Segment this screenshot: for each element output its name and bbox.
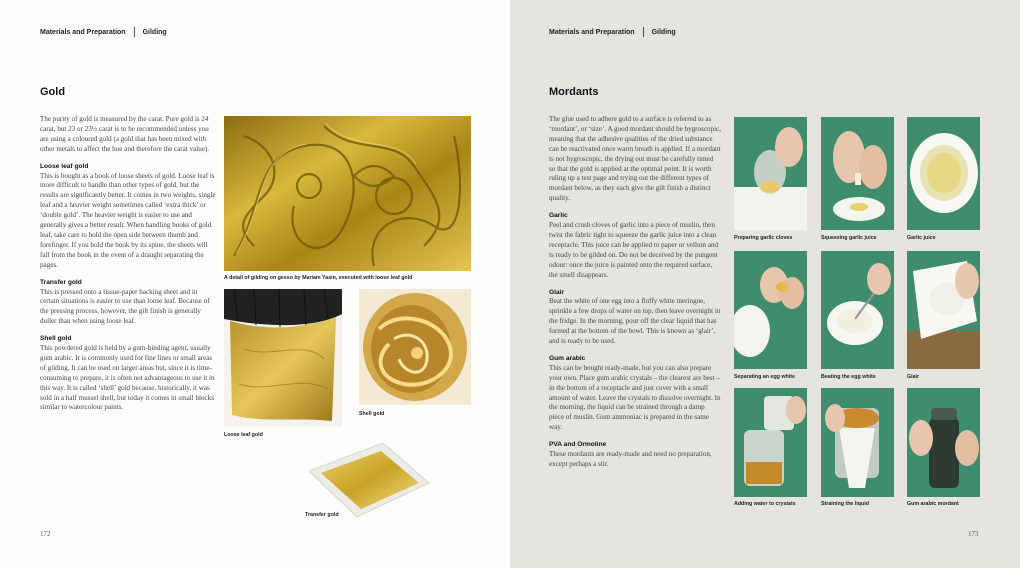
section-transfer	[40, 278, 218, 328]
gesso-caption: A detail of gilding on gesso by Mariam Yasin, executed with loose leaf gold	[224, 275, 413, 281]
photo-squeezing-garlic	[821, 117, 894, 230]
section-garlic	[549, 211, 721, 280]
photo-caption: Squeezing garlic juice	[821, 235, 877, 241]
section-body: This is pressed onto a tissue-paper backing sheet and in certain situations is easier to use than loose leaf. Because of the pressing process, however, the gilt finish is generally duller than when using loose leaf.	[40, 287, 210, 326]
section-heading: Transfer gold	[40, 278, 82, 286]
header-divider	[134, 27, 135, 37]
shell-gold-photo	[359, 289, 471, 405]
section-gum-arabic	[549, 354, 721, 433]
section-heading: Glair	[549, 288, 565, 296]
photo-caption: Adding water to crystals	[734, 501, 796, 507]
section-loose-leaf	[40, 162, 218, 271]
photo-adding-water	[734, 388, 807, 497]
page-title: Mordants	[549, 86, 599, 98]
intro-paragraph: The purity of gold is measured by the carat. Pure gold is 24 carat, but 23 or 23½ carat is to be recommended unless you are using a coloured gold (a gold that has been mixed with other metals to affect the hue and therefore the carat value).	[40, 115, 210, 153]
header-topic: Gilding	[651, 28, 676, 36]
section-heading: PVA and Ormoline	[549, 441, 607, 449]
photo-beating-egg	[821, 251, 894, 369]
photo-caption: Separating an egg white	[734, 374, 795, 380]
section-body: Beat the white of one egg into a fluffy white meringue, sprinkle a few drops of water on top, then leave overnight in the fridge. In the morning, pour off the clear liquid that has formed at the bottom of the bowl. This is known as ‘glair’, and is ready to be used.	[549, 297, 721, 346]
intro-paragraph: The glue used to adhere gold to a surface is referred to as ‘mordant’, or ‘size’. A good mordant should be hygroscopic, meaning that the adhesive qualities of the dried substance can be reactivated once warm breath is applied. If a mordant is not hygroscopic, the drying out must be carefully timed so that the gold is applied at the optimal point. It is worth ruling up a test page and trying out the different types of mordant below, as they each give the gilt finish a distinct quality.	[549, 115, 721, 203]
section-heading: Shell gold	[40, 335, 72, 343]
page-number: 172	[40, 530, 51, 538]
section-heading: Loose leaf gold	[40, 162, 89, 170]
section-body: Peel and crush cloves of garlic into a piece of muslin, then twist the fabric tight to squeeze the garlic juice into a clean receptacle. This juice can be applied to paper or vellum and is ready to be gilded on. Do not be deceived by the pungent odour: once the juice is painted onto the required surface, the smell disappears.	[549, 221, 719, 279]
photo-caption: Gum arabic mordant	[907, 501, 959, 507]
header-section: Materials and Preparation	[549, 28, 635, 36]
photo-glair	[907, 251, 980, 369]
running-header	[40, 27, 167, 37]
section-heading: Garlic	[549, 212, 568, 220]
section-shell	[40, 334, 218, 413]
section-glair	[549, 288, 721, 347]
text-column	[549, 115, 721, 477]
photo-caption: Glair	[907, 374, 920, 380]
section-body: This is bought as a book of loose sheets of gold. Loose leaf is more difficult to handle than other types of gold, but the results are significantly better. It comes in two weights, single leaf and a heavier weight sometimes called ‘extra thick’ or ‘double gold’. The heavier weight is easier to use and generally gives a better result. When handling books of gold leaf, take care to hold the open side between thumb and forefinger. If you hold the book by its spine, the sheets will fall from the book in the event of a draught separating the pages.	[40, 171, 216, 269]
photo-caption: Straining the liquid	[821, 501, 869, 507]
photo-straining	[821, 388, 894, 497]
page-number: 173	[968, 530, 979, 538]
text-column	[40, 115, 218, 420]
section-pva	[549, 440, 721, 470]
section-body: This can be bought ready-made, but you can also prepare your own. Place gum arabic crystals – the clearest are best – in the bottom of a receptacle and just cover with a small amount of water. Leave the crystals to dissolve overnight. In the morning, the liquid can be strained through a damp piece of muslin. Gum ammoniac is prepared in the same way.	[549, 363, 721, 432]
photo-gum-arabic-mordant	[907, 388, 980, 497]
photo-preparing-garlic	[734, 117, 807, 230]
transfer-gold-photo	[305, 439, 433, 519]
section-body: These mordants are ready-made and need no preparation, except perhaps a stir.	[549, 450, 712, 468]
photo-separating-egg	[734, 251, 807, 369]
section-body: This powdered gold is held by a gum-binding agent, usually gum arabic. It is commonly used for fine lines or small areas of gilding. It can be used on larger areas but, since it is time-consuming to prepare, it is often not advantageous to use it in this way. It is called ‘shell’ gold because, historically, it was sold in a half mussel shell, but today it comes in small blocks similar to watercolour paints.	[40, 344, 215, 412]
gesso-gilding-photo	[224, 116, 471, 271]
shell-gold-caption: Shell gold	[359, 411, 385, 417]
right-page	[510, 0, 1020, 568]
running-header	[549, 27, 676, 37]
loose-leaf-photo	[224, 289, 342, 427]
header-divider	[643, 27, 644, 37]
page-title: Gold	[40, 86, 66, 98]
photo-garlic-juice	[907, 117, 980, 230]
section-heading: Gum arabic	[549, 354, 586, 362]
photo-caption: Preparing garlic cloves	[734, 235, 793, 241]
transfer-gold-caption: Transfer gold	[305, 512, 339, 518]
photo-caption: Beating the egg white	[821, 374, 876, 380]
header-topic: Gilding	[142, 28, 167, 36]
header-section: Materials and Preparation	[40, 28, 126, 36]
photo-caption: Garlic juice	[907, 235, 936, 241]
loose-leaf-caption: Loose leaf gold	[224, 432, 263, 438]
